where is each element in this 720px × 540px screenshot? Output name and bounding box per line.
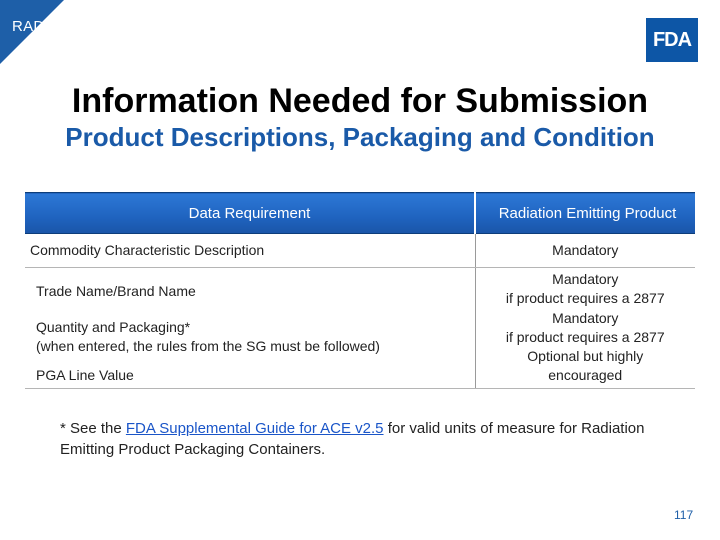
- section-label: RAD: [12, 18, 45, 35]
- value-line: if product requires a 2877: [505, 290, 665, 307]
- value-group-cell: [475, 268, 695, 389]
- table-header-row: [25, 193, 695, 234]
- requirement-group-cell: [25, 268, 475, 389]
- slide-title: Information Needed for Submission: [71, 82, 649, 120]
- value-line: if product requires a 2877: [505, 328, 665, 345]
- footnote-prefix: * See the: [60, 420, 126, 437]
- header-radiation-emitting-product: Radiation Emitting Product: [475, 193, 695, 234]
- fda-logo-text: FDA: [652, 28, 692, 51]
- requirement-trade-name: Trade Name/Brand Name: [36, 282, 196, 299]
- value-line: Mandatory: [552, 271, 619, 287]
- table-row: [25, 234, 695, 268]
- requirement-cell: Commodity Characteristic Description: [25, 234, 475, 268]
- requirement-quantity-packaging: Quantity and Packaging*: [36, 318, 191, 335]
- value-line: Optional but highly: [527, 348, 644, 365]
- requirements-table: [25, 192, 695, 389]
- fda-logo: [646, 18, 698, 62]
- slide-subtitle: Product Descriptions, Packaging and Condition: [65, 122, 655, 152]
- value-cell: Mandatory: [475, 234, 695, 268]
- table-row-group: [25, 268, 695, 389]
- page-number: 117: [674, 508, 694, 522]
- requirement-quantity-note: (when entered, the rules from the SG must be followed): [36, 337, 380, 354]
- footnote: [60, 418, 660, 460]
- requirement-pga-line-value: PGA Line Value: [36, 366, 134, 383]
- value-line: encouraged: [548, 367, 623, 384]
- header-data-requirement: Data Requirement: [25, 193, 475, 234]
- value-line: Mandatory: [552, 309, 619, 326]
- supplemental-guide-link[interactable]: FDA Supplemental Guide for ACE v2.5: [125, 420, 384, 437]
- footnote-suffix: for valid units of measure for Radiation Emitting Product Packaging Containers.: [60, 420, 645, 458]
